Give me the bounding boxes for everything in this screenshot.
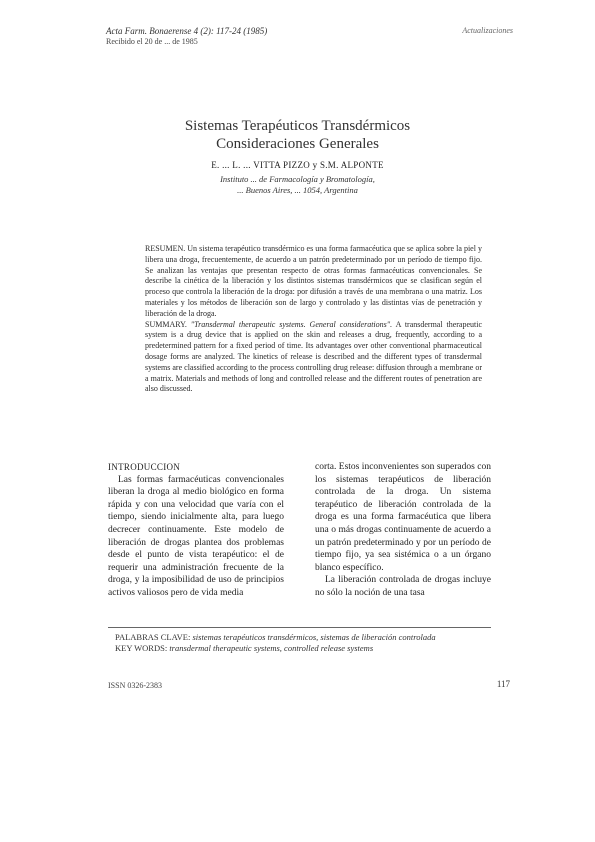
body-right-column [315, 461, 491, 600]
article-title-line-2: Consideraciones Generales [216, 136, 379, 152]
keywords-divider [108, 627, 491, 628]
page-number: 117 [496, 679, 510, 689]
article-title-line-1: Sistemas Terapéuticos Transdérmicos [184, 118, 411, 134]
summary-paragraph [145, 320, 482, 396]
keywords-en-text: transdermal therapeutic systems, controlled release systems [169, 643, 374, 653]
right-column-paragraph-2: La liberación controlada de drogas incluye no sólo la noción de una tasa [315, 575, 491, 598]
keywords-en-label: KEY WORDS: [115, 643, 168, 653]
keywords-es-label: PALABRAS CLAVE: [115, 632, 191, 642]
summary-title: "Transdermal therapeutic systems. General considerations". [190, 319, 393, 329]
keywords-block [115, 632, 495, 654]
keywords-es-text: sistemas terapéuticos transdérmicos, sistemas de liberación controlada [192, 632, 436, 642]
journal-citation: Acta Farm. Bonaerense 4 (2): 117-24 (1985) [106, 26, 268, 36]
abstract-block [145, 244, 482, 395]
left-column-text: Las formas farmacéuticas convencionales liberan la droga al medio biológico en forma rápida y con una velocidad que varía con el tiempo, siendo inicialmente alta, para luego decrecer continuamente. Este modelo de liberación de drogas plantea dos problemas desde el punto de vista terapéutico: el de requerir una administración frecuente de la droga, y la imposibilidad de uso de principios activos valiosos pero de vida media [108, 474, 284, 598]
resumen-text: Un sistema terapéutico transdérmico es una forma farmacéutica que se aplica sobre la piel y libera una droga, frecuentemente, de acuerdo a un patrón predeterminado por un período de tiempo fijo. Se analizan las ventajas que presentan respecto de otras formas farmacéuticas convencionales. Se describe la cinética de la liberación y los distintos sistemas transdérmicos que se clasifican según el proceso que controla la liberación de la droga: por difusión a través de una membrana o una matriz. Los materiales y los métodos de liberación son de largo y controlado y las distintas vías de penetración y liberación de la droga. [145, 244, 482, 318]
affiliation-line-2: ... Buenos Aires, ... 1054, Argentina [237, 185, 358, 195]
received-date: Recibido el 20 de ... de 1985 [106, 37, 198, 46]
intro-heading: INTRODUCCION [108, 462, 181, 472]
summary-label: SUMMARY. [145, 319, 187, 329]
authors: E. ... L. ... VITTA PIZZO y S.M. ALPONTE [211, 160, 384, 170]
keywords-es [115, 632, 495, 643]
resumen-paragraph [145, 244, 482, 320]
keywords-en [115, 643, 495, 654]
issn: ISSN 0326-2383 [108, 681, 163, 690]
section-label: Actualizaciones [462, 26, 513, 35]
resumen-label: RESUMEN. [145, 244, 186, 253]
affiliation-line-1: Instituto ... de Farmacología y Bromatología, [220, 174, 375, 184]
right-column-paragraph-1: corta. Estos inconvenientes son superados con los sistemas terapéuticos de liberación controlada de la droga. Un sistema terapéutico de liberación controlada de la droga es una forma farmacéutica que libera una o más drogas continuamente de acuerdo a un patrón predeterminado y por un período de tiempo fijo, ya sea sistémica o a un órgano blanco específico. [315, 462, 491, 573]
body-left-column [108, 461, 284, 600]
summary-text: A transdermal therapeutic system is a drug device that is applied on the skin and releases a drug, frequently, according to a predetermined pattern for a fixed period of time. Its advantages over other conventional pharmaceutical dosage forms are analyzed. The kinetics of release is described and the different types of transdermal systems are classified according to the process controlling drug release: diffusion through a membrane or a matrix. Materials and methods of long and controlled release and the different routes of penetration are also discussed. [145, 319, 482, 394]
